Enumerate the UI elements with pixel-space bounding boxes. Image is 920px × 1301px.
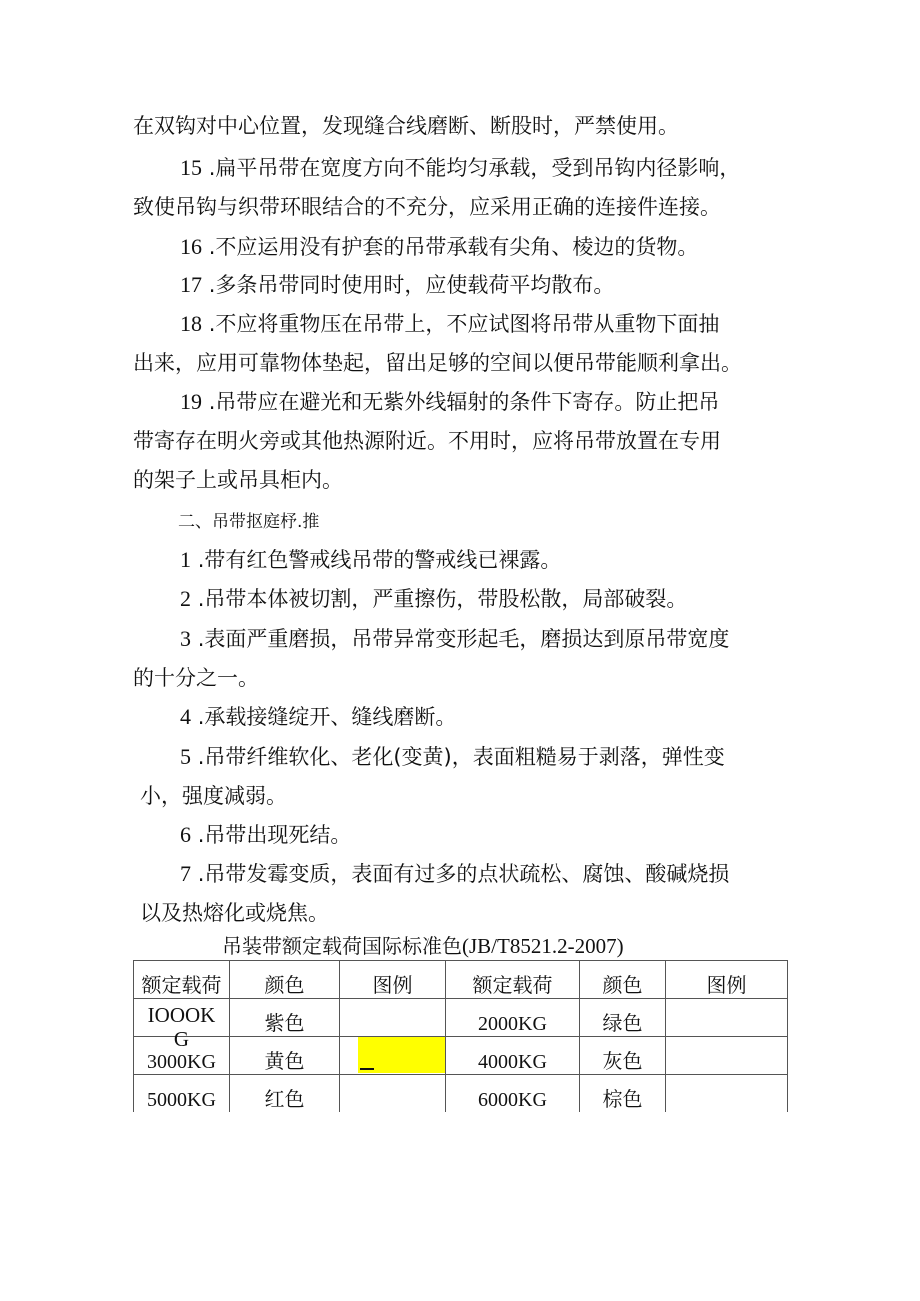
- item-text: .多条吊带同时使用时，应使载荷平均散布。: [208, 273, 615, 297]
- header-cell: 颜色: [230, 961, 340, 999]
- legend-cell: [666, 1037, 788, 1075]
- header-cell: 图例: [666, 961, 788, 999]
- table-header-row: [134, 961, 788, 999]
- header-cell: 图例: [340, 961, 446, 999]
- item-number: 3: [180, 626, 191, 651]
- item-number: 17: [180, 272, 202, 297]
- table-row: [134, 1037, 788, 1075]
- item-text: .吊带出现死结。: [197, 823, 352, 847]
- text-line: 带寄存在明火旁或其他热源附近。不用时，应将吊带放置在专用: [133, 429, 721, 453]
- header-cell: 额定载荷: [134, 961, 230, 999]
- item-number: 6: [180, 822, 191, 847]
- text-line: 以及热熔化或烧焦。: [140, 901, 329, 925]
- list-item-7: [180, 860, 729, 888]
- legend-cell: [666, 1075, 788, 1113]
- item-text: .表面严重磨损，吊带异常变形起毛，磨损达到原吊带宽度: [197, 627, 730, 651]
- caption-standard: (JB/T8521.2-2007): [462, 934, 624, 958]
- item-number: 19: [180, 389, 202, 414]
- item-number: 7: [180, 861, 191, 886]
- item-number: 15: [180, 155, 202, 180]
- table-caption: [222, 932, 624, 960]
- item-text: .吊带本体被切割，严重擦伤，带股松散，局部破裂。: [197, 587, 688, 611]
- section-heading: 二、吊带抠庭杼.推: [178, 512, 320, 532]
- load-cell: 6000KG: [446, 1075, 580, 1113]
- list-item-3: [180, 625, 729, 653]
- load-cell: 5000KG: [134, 1075, 230, 1113]
- item-text: .吊带纤维软化、老化(变黄)，表面粗糙易于剥落，弹性变: [197, 745, 725, 769]
- text-line: 小，强度减弱。: [140, 784, 287, 808]
- table-row: [134, 999, 788, 1037]
- text-line: 的架子上或吊具柜内。: [133, 468, 343, 492]
- legend-cell: [666, 999, 788, 1037]
- load-value: IOOOK: [147, 1003, 216, 1027]
- legend-cell: [340, 1037, 446, 1075]
- text-line: 致使吊钩与织带环眼结合的不充分，应采用正确的连接件连接。: [133, 195, 721, 219]
- color-cell: 紫色: [230, 999, 340, 1037]
- item-text: .不应运用没有护套的吊带承载有尖角、棱边的货物。: [208, 235, 699, 259]
- color-cell: 红色: [230, 1075, 340, 1113]
- item-number: 16: [180, 234, 202, 259]
- text-line: 在双钩对中心位置，发现缝合线磨断、断股时，严禁使用。: [133, 114, 679, 138]
- list-item-2: [180, 585, 687, 613]
- item-number: 4: [180, 704, 191, 729]
- list-item-16: [180, 233, 698, 261]
- legend-cell: [340, 999, 446, 1037]
- load-cell: 3000KG: [134, 1037, 230, 1075]
- table-row: [134, 1075, 788, 1113]
- item-text: .承载接缝绽开、缝线磨断。: [197, 705, 457, 729]
- load-value-overflow: G: [173, 1027, 190, 1051]
- item-number: 2: [180, 586, 191, 611]
- item-text: .吊带发霉变质，表面有过多的点状疏松、腐蚀、酸碱烧损: [197, 862, 730, 886]
- item-text: .扁平吊带在宽度方向不能均匀承载，受到吊钩内径影响，: [208, 156, 741, 180]
- item-text: .吊带应在避光和无紫外线辐射的条件下寄存。防止把吊: [208, 390, 720, 414]
- swatch-mark: [360, 1068, 374, 1070]
- item-text: .不应将重物压在吊带上，不应试图将吊带从重物下面抽: [208, 312, 720, 336]
- header-cell: 额定载荷: [446, 961, 580, 999]
- load-cell: [134, 999, 230, 1051]
- list-item-1: [180, 546, 561, 574]
- list-item-5: [180, 743, 725, 771]
- list-item-6: [180, 821, 351, 849]
- item-number: 5: [180, 744, 191, 769]
- item-number: 1: [180, 547, 191, 572]
- color-cell: 灰色: [580, 1037, 666, 1075]
- list-item-18: [180, 310, 719, 338]
- load-color-table: [133, 960, 788, 1112]
- list-item-17: [180, 271, 614, 299]
- list-item-19: [180, 388, 719, 416]
- caption-text: 吊装带额定载荷国际标准色: [222, 934, 462, 958]
- item-number: 18: [180, 311, 202, 336]
- legend-cell: [340, 1075, 446, 1113]
- load-cell: 2000KG: [446, 999, 580, 1037]
- load-cell: 4000KG: [446, 1037, 580, 1075]
- list-item-15: [180, 154, 740, 182]
- text-line: 的十分之一。: [133, 666, 259, 690]
- color-cell: 黄色: [230, 1037, 340, 1075]
- color-cell: 绿色: [580, 999, 666, 1037]
- list-item-4: [180, 703, 456, 731]
- text-line: 出来，应用可靠物体垫起，留出足够的空间以便吊带能顺利拿出。: [133, 351, 742, 375]
- item-text: .带有红色警戒线吊带的警戒线已裸露。: [197, 548, 562, 572]
- color-cell: 棕色: [580, 1075, 666, 1113]
- header-cell: 颜色: [580, 961, 666, 999]
